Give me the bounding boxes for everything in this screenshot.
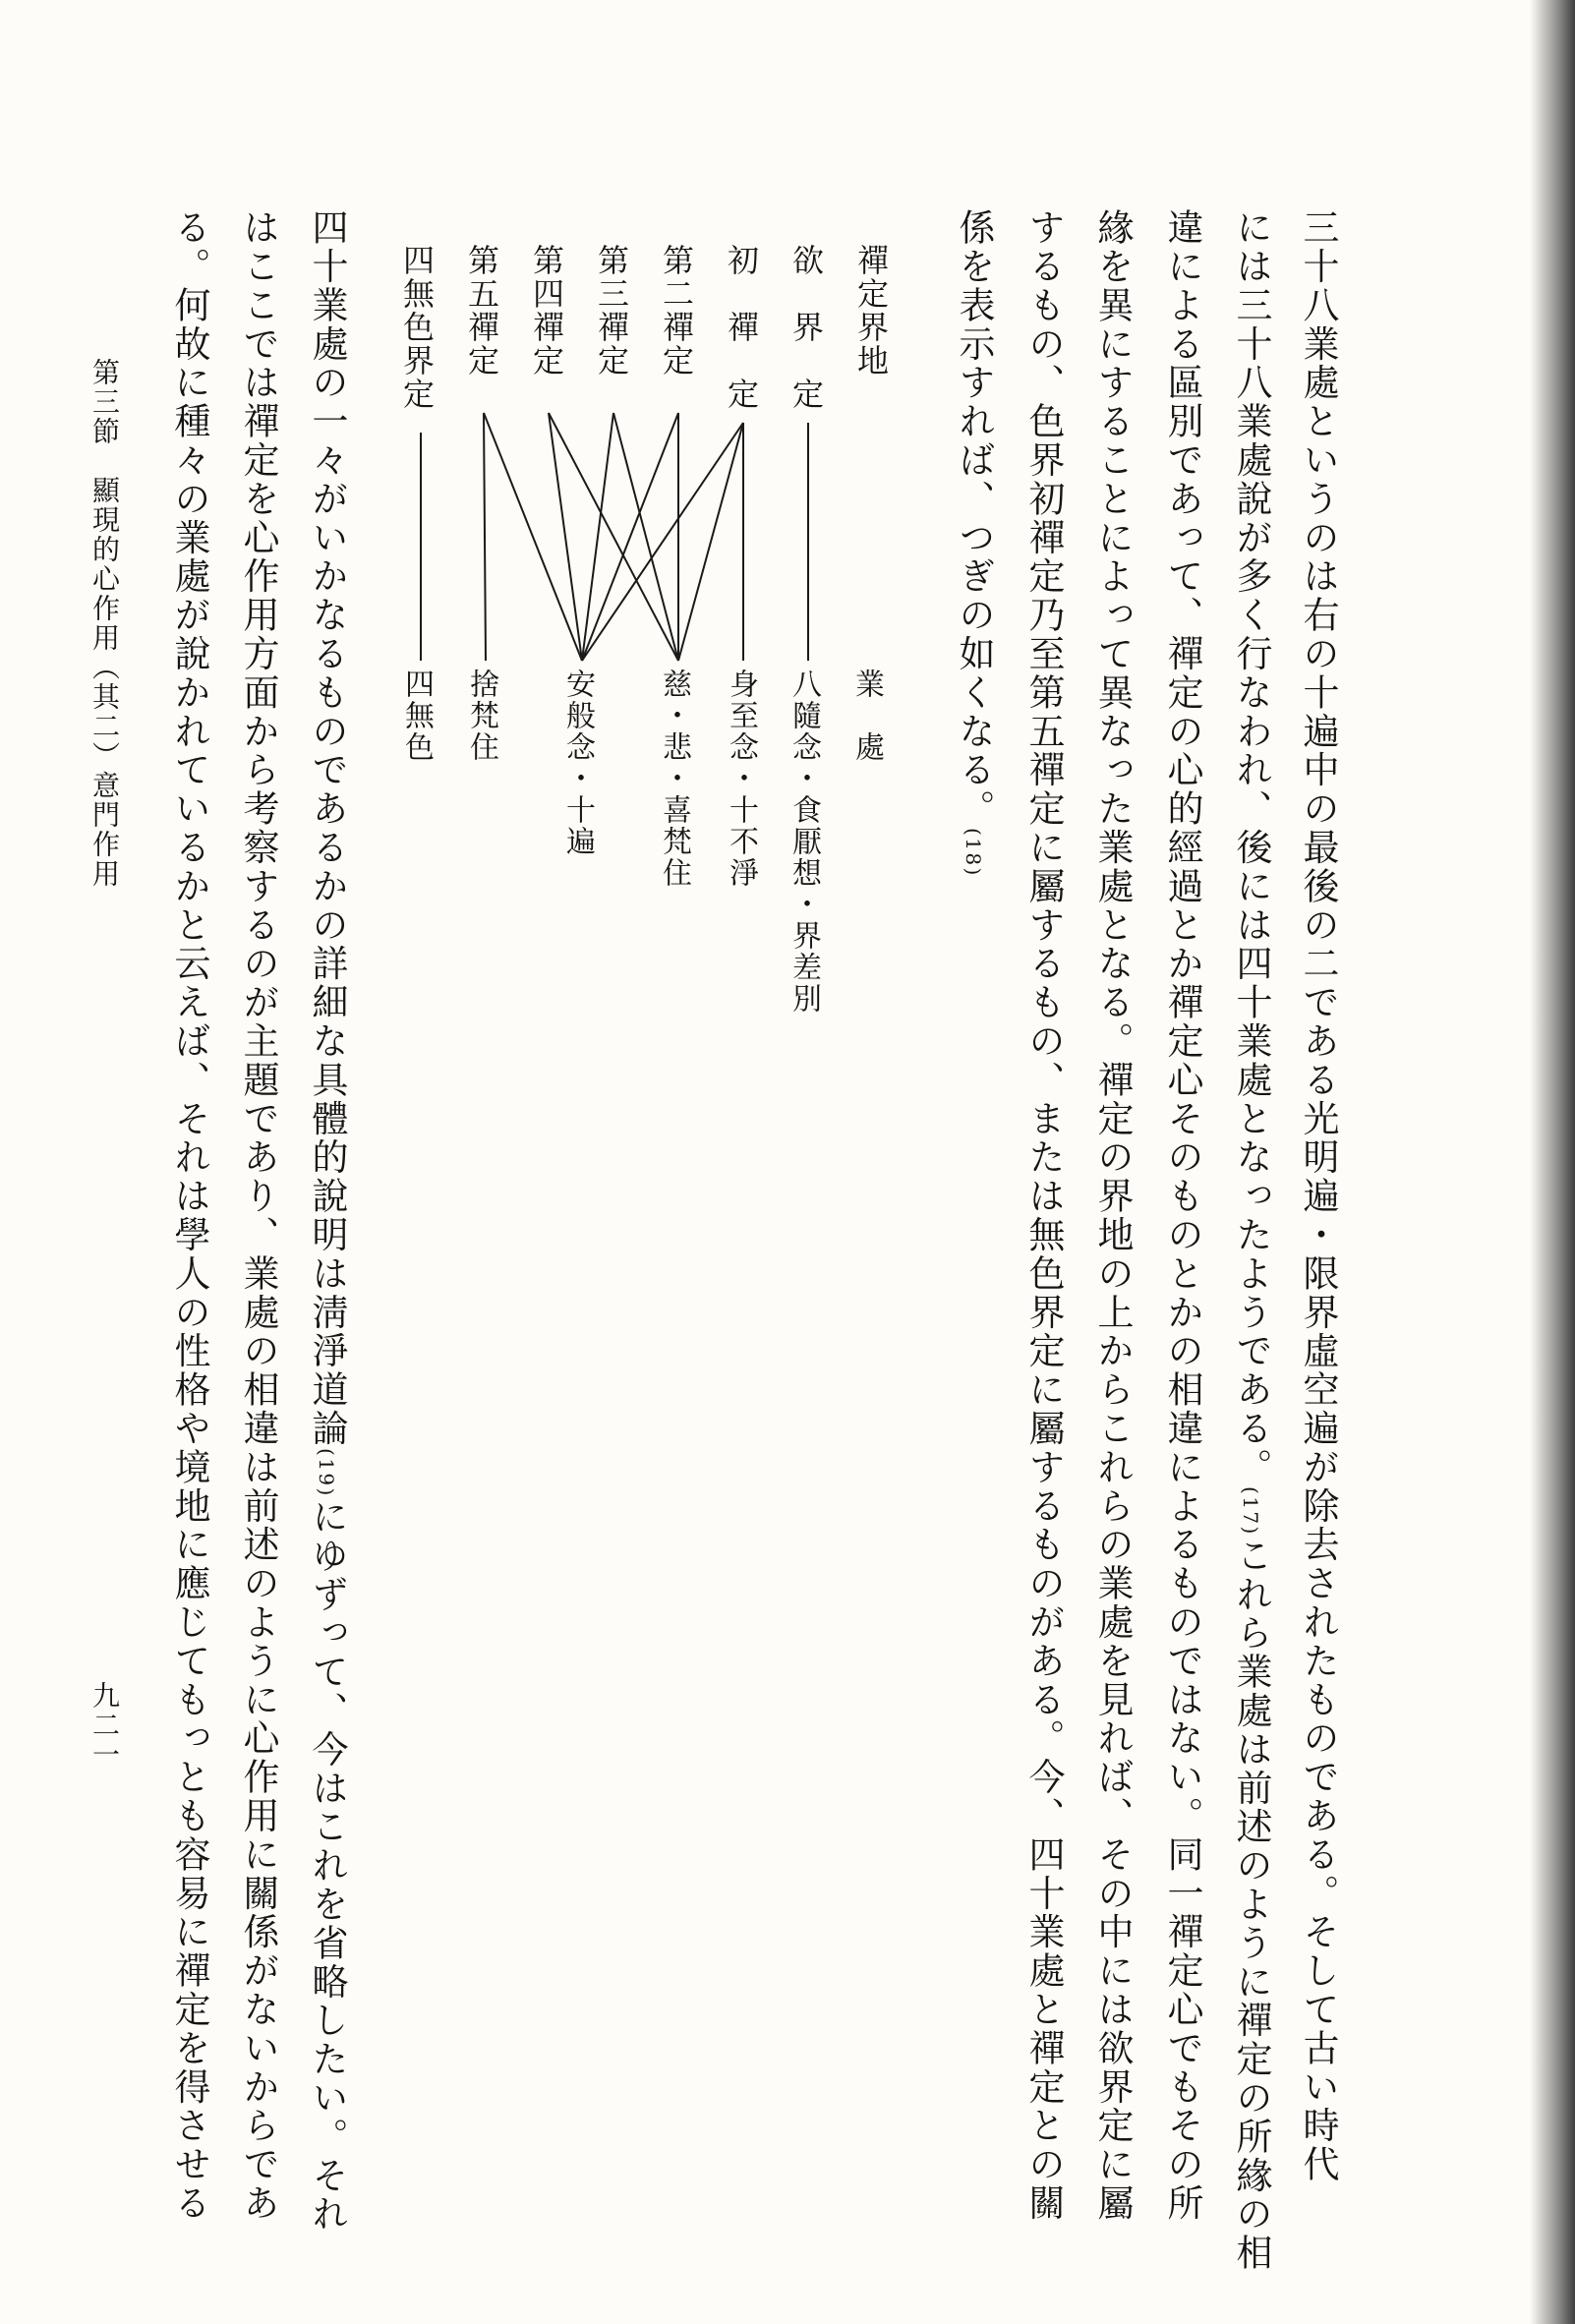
line-text: る。何故に種々の業處が說かれているかと云えば、それは學人の性格や境地に應じてもっとも容易に禪定を得させる [168, 208, 210, 2223]
diagram-level: 四無色界定 [398, 244, 436, 411]
running-footer: 第三節 顯現的心作用（其二）意門作用 [88, 358, 121, 889]
connector-line [484, 413, 486, 661]
diagram-left-header: 禪定界地 [852, 244, 890, 378]
diagram-level: 第二禪定 [658, 244, 695, 378]
diagram-item: 慈・悲・喜梵住 [657, 668, 691, 889]
line-text: 四十業處の一々がいかなるものであるかの詳細な具體的說明は淸淨道論 [306, 208, 348, 1448]
scan-edge-shadow [1530, 0, 1575, 2324]
diagram-right-header: 業 處 [849, 668, 884, 763]
line-text: には三十八業處說が多く行なわれ、後には四十業處となったようである。 [1230, 208, 1272, 1487]
line-text: 違による區別であって、禪定の心的經過とか禪定心そのものとかの相違によるものではない。同一禪定心でもその所 [1161, 208, 1203, 2223]
line-text: 緣を異にすることによって異なった業處となる。禪定の界地の上からこれらの業處を見れば、その中には欲界定に屬 [1091, 208, 1134, 2223]
line-text: するもの、色界初禪定乃至第五禪定に屬するもの、または無色界定に屬するものがある。今、四十業處と禪定との關 [1022, 208, 1065, 2223]
connector-line [582, 423, 743, 661]
diagram-level: 第五禪定 [463, 244, 500, 378]
line-text: 三十八業處というのは右の十遍中の最後の二である光明遍・限界虛空遍が除去されたものである。そして古い時代 [1297, 208, 1339, 2184]
diagram-level: 第四禪定 [528, 244, 565, 378]
connector-line [582, 413, 678, 661]
diagram-level: 第三禪定 [593, 244, 630, 378]
diagram-item: 身至念・十不淨 [724, 668, 758, 889]
connector-line [613, 413, 678, 661]
line-text: これら業處は前述のように禪定の所緣の相 [1230, 1536, 1272, 2273]
diagram-level: 欲 界 定 [788, 244, 825, 411]
body-line-8 [237, 208, 279, 2223]
connector-line [582, 413, 613, 661]
footnote-marker: (18) [962, 828, 985, 879]
connector-line [678, 423, 743, 661]
line-text: はここでは禪定を心作用方面から考察するのが主題であり、業處の相違は前述のように心作用に關係がないからであ [237, 208, 279, 2223]
page-number: 九二一 [88, 1681, 121, 1770]
diagram-item: 安般念・十遍 [560, 668, 595, 857]
diagram-item: 捨梵住 [464, 668, 498, 763]
line-text: にゆずって、今はこれを省略したい。それ [306, 1497, 348, 2235]
body-line-7 [306, 208, 348, 2235]
footnote-marker: (17) [1239, 1486, 1262, 1537]
body-line-9 [168, 208, 210, 2223]
diagram-item: 八隨念・食厭想・界差別 [787, 668, 821, 1015]
line-text: 係を表示すれば、つぎの如くなる。 [953, 208, 995, 829]
diagram-item: 四無色 [399, 668, 434, 763]
footnote-marker: (19) [315, 1447, 338, 1498]
diagram-level: 初 禪 定 [723, 244, 760, 411]
connector-line [549, 413, 582, 661]
